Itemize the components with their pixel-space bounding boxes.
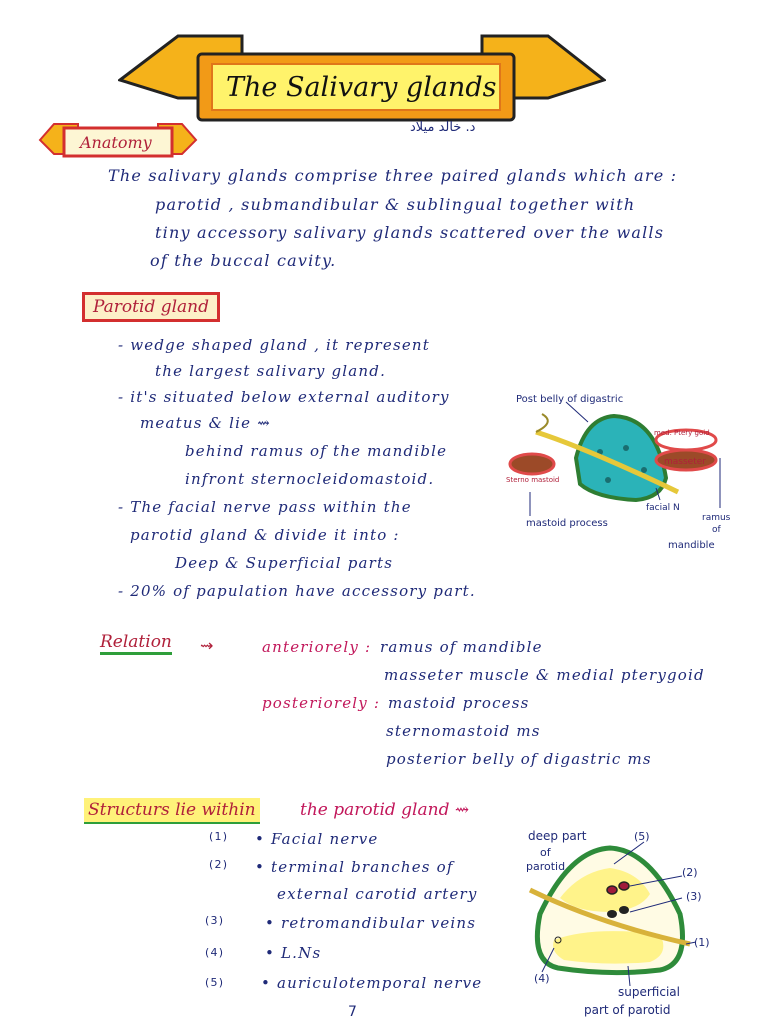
label-num-3: (3) (686, 890, 702, 903)
page-number: 7 (348, 1004, 357, 1020)
parotid-line-4: meatus & lie ⇝ (140, 414, 271, 432)
anteriorly-label: anteriorely : (262, 638, 372, 656)
parotid-structures-graphic (510, 824, 720, 1020)
posteriorly-1: mastoid process (388, 694, 530, 712)
structure-item: • auriculotemporal nerve (261, 974, 483, 992)
structure-num: (1) (209, 830, 229, 843)
structure-item: • L.Ns (265, 944, 322, 962)
relation-arrow: ⇝ (200, 636, 214, 655)
parotid-position-graphic (496, 388, 736, 558)
author-name: د. خالد ميلاد (410, 120, 476, 135)
title-banner (118, 28, 606, 128)
relation-heading: Relation (100, 632, 172, 655)
parotid-heading: Parotid gland (82, 292, 220, 322)
label-num-5: (5) (634, 830, 650, 843)
posteriorly-label: posteriorely : (262, 694, 381, 712)
posteriorly-2: sternomastoid ms (386, 722, 541, 740)
anatomy-line-3: tiny accessory salivary glands scattered over the walls (155, 223, 665, 242)
label-mastoid: mastoid process (526, 518, 608, 529)
structures-heading-rest: the parotid gland ⇝ (300, 800, 470, 820)
parotid-structures-diagram (510, 824, 720, 1020)
structure-num: (2) (209, 858, 229, 871)
label-num-1: (1) (694, 936, 710, 949)
label-post-belly: Post belly of digastric (516, 394, 624, 405)
anatomy-line-4: of the buccal cavity. (150, 251, 337, 270)
label-num-2: (2) (682, 866, 698, 879)
anatomy-line-1: The salivary glands comprise three paired glands which are : (108, 166, 678, 185)
parotid-line-8: parotid gland & divide it into : (130, 526, 400, 544)
label-superficial-part: part of parotid (584, 1003, 671, 1017)
anatomy-line-2: parotid , submandibular & sublingual together with (155, 195, 636, 214)
parotid-line-7: - The facial nerve pass within the (118, 498, 412, 516)
label-deep-of: of (540, 846, 551, 859)
parotid-line-5: behind ramus of the mandible (185, 442, 448, 460)
label-masseter: masseter (664, 457, 706, 467)
label-of: of (712, 525, 721, 535)
anteriorly-2: masseter muscle & medial pterygoid (384, 666, 705, 684)
label-med-ptery: med. Ptery goid (654, 429, 710, 437)
structure-item: external carotid artery (277, 885, 478, 903)
anteriorly-1: ramus of mandible (380, 638, 543, 656)
anatomy-heading-banner (38, 120, 198, 160)
structure-num: (4) (205, 946, 225, 959)
structures-list (205, 830, 505, 1000)
parotid-position-diagram (496, 388, 736, 558)
structure-item: • retromandibular veins (265, 914, 477, 932)
parotid-line-6: infront sternocleidomastoid. (185, 470, 435, 488)
label-deep-part: deep part (528, 829, 587, 843)
structures-heading-highlight: Structurs lie within (84, 798, 260, 824)
parotid-line-2: the largest salivary gland. (155, 362, 387, 380)
label-facial-n: facial N (646, 503, 680, 513)
structure-item: • Facial nerve (255, 830, 379, 848)
anatomy-heading: Anatomy (80, 133, 152, 152)
structure-num: (5) (205, 976, 225, 989)
parotid-line-10: - 20% of papulation have accessory part. (118, 582, 476, 600)
posteriorly-3: posterior belly of digastric ms (386, 750, 652, 768)
label-ramus: ramus (702, 513, 731, 523)
structure-num: (3) (205, 914, 225, 927)
label-sterno: Sterno mastoid (506, 476, 560, 484)
label-deep-parotid: parotid (526, 860, 566, 873)
parotid-line-1: - wedge shaped gland , it represent (118, 336, 431, 354)
label-superficial: superficial (618, 985, 680, 999)
parotid-line-3: - it's situated below external auditory (118, 388, 450, 406)
parotid-line-9: Deep & Superficial parts (175, 554, 394, 572)
label-num-4: (4) (534, 972, 550, 985)
structure-item: • terminal branches of (255, 858, 454, 876)
label-mandible: mandible (668, 540, 715, 551)
page-title: The Salivary glands (226, 72, 497, 103)
